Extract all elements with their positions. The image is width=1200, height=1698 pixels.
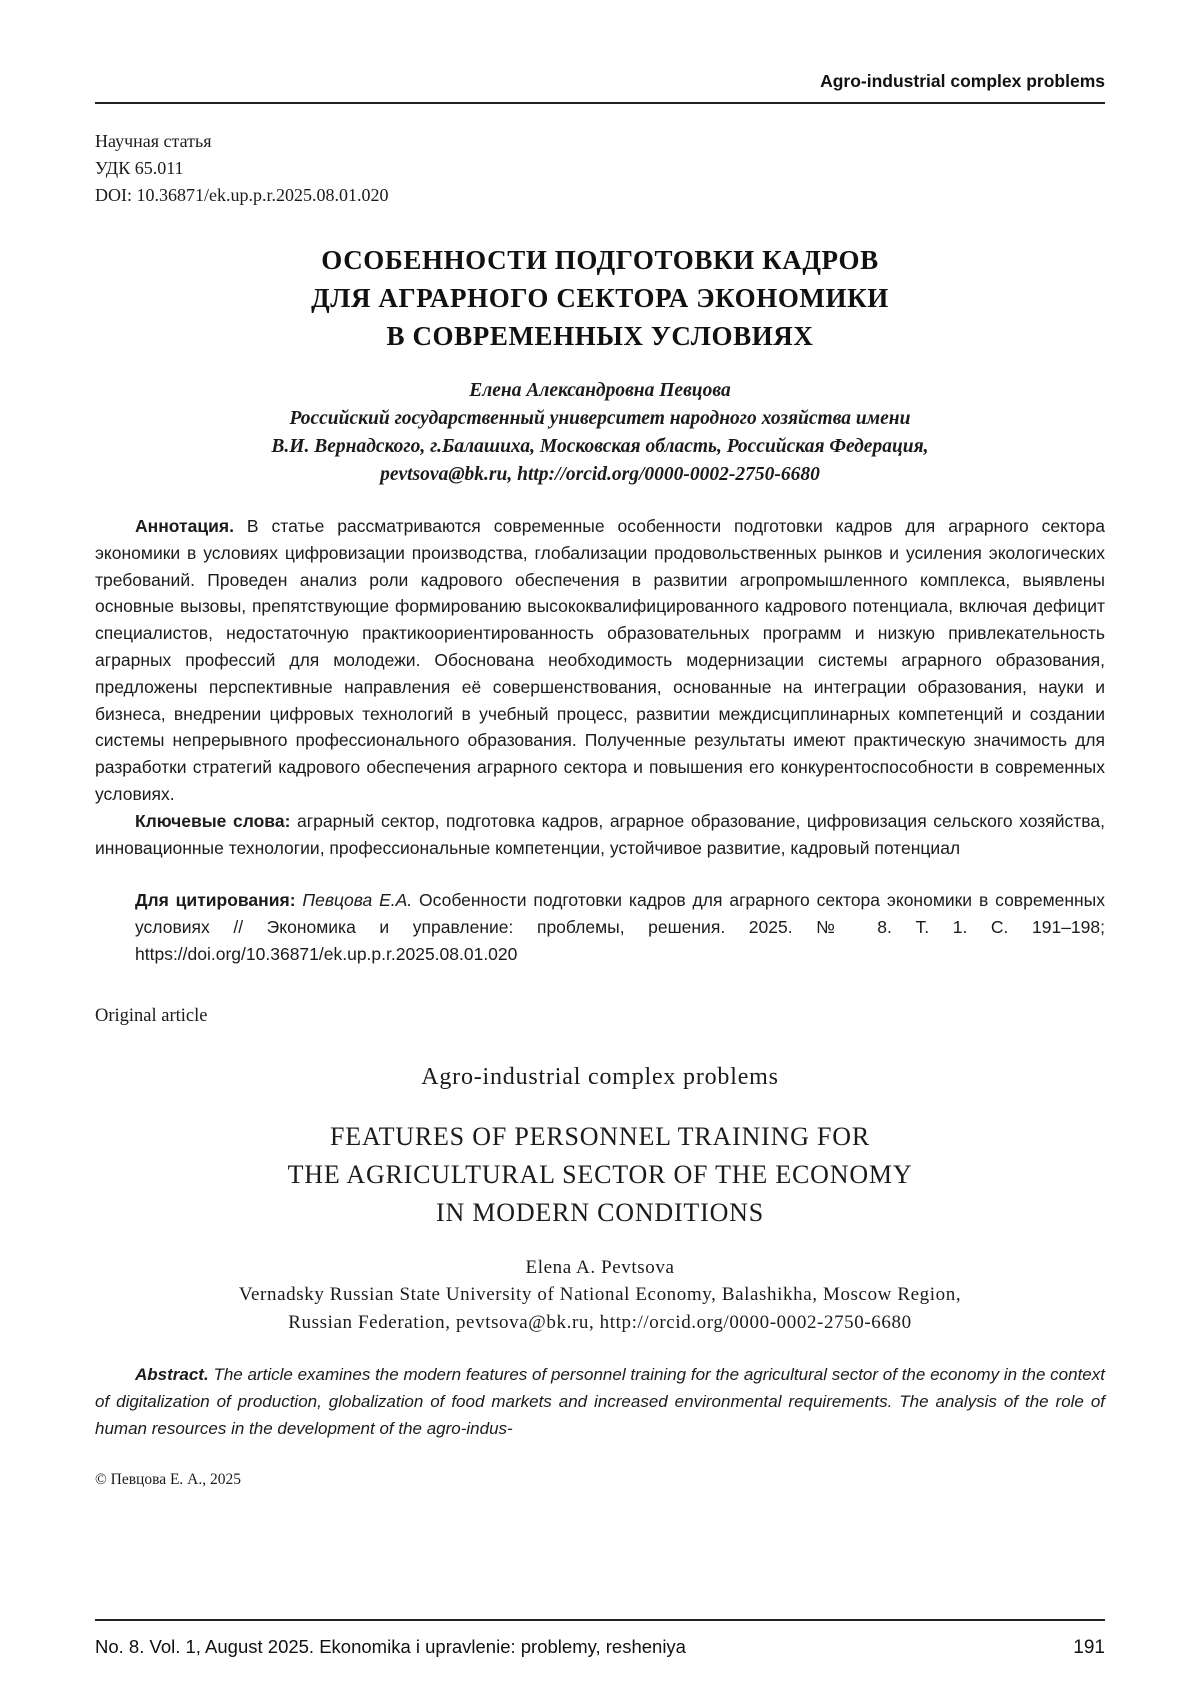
author-name-ru: Елена Александровна Певцова xyxy=(469,380,731,401)
title-ru-line-1: ОСОБЕННОСТИ ПОДГОТОВКИ КАДРОВ xyxy=(321,245,879,275)
abstract-en-label: Abstract. xyxy=(135,1364,209,1384)
doi-line: DOI: 10.36871/ek.up.p.r.2025.08.01.020 xyxy=(95,185,389,205)
article-type-ru: Научная статья xyxy=(95,131,212,151)
citation-block xyxy=(135,887,1105,967)
page-number: 191 xyxy=(1073,1637,1105,1658)
article-type-en: Original article xyxy=(95,1005,208,1026)
keywords-ru xyxy=(95,808,1105,862)
running-head xyxy=(95,70,1105,92)
running-head-text: Agro-industrial complex problems xyxy=(820,71,1105,91)
abstract-ru xyxy=(95,513,1105,808)
authors-block-ru xyxy=(95,377,1105,489)
affiliation-ru-line-3: pevtsova@bk.ru, http://orcid.org/0000-0002-2750-6680 xyxy=(380,464,820,485)
article-title-ru xyxy=(95,241,1105,355)
affiliation-ru-line-2: В.И. Вернадского, г.Балашиха, Московская область, Российская Федерация, xyxy=(271,436,929,457)
keywords-ru-label: Ключевые слова: xyxy=(135,810,291,831)
article-title-en xyxy=(95,1118,1105,1232)
abstract-ru-text: В статье рассматриваются современные особенности подготовки кадров для аграрного сектора экономики в условиях цифровизации производства, глобализации продовольственных рынков и усиления экологических требований. Проведен анализ роли кадрового обеспечения в развитии агропромышленного комплекса, выявлены основные вызовы, препятствующие формированию высококвалифицированного кадрового потенциала, включая дефицит специалистов, недостаточную практикоориентированность образовательных программ и низкую привлекательность аграрных профессий для молодежи. Обоснована необходимость модернизации системы аграрного образования, предложены перспективные направления её совершенствования, основанные на интеграции образования, науки и бизнеса, внедрении цифровых технологий в учебный процесс, развитии междисциплинарных компетенций и создании системы непрерывного профессионального образования. Полученные результаты имеют практическую значимость для разработки стратегий кадрового обеспечения аграрного сектора и повышения его конкурентоспособности в современных условиях. xyxy=(95,516,1105,804)
keywords-ru-text: аграрный сектор, подготовка кадров, аграрное образование, цифровизация сельского хозяйства, инновационные технологии, профессиональные компетенции, устойчивое развитие, кадровый потенциал xyxy=(95,810,1105,858)
page-footer xyxy=(95,1619,1105,1660)
citation-author: Певцова Е.А. xyxy=(302,890,413,911)
title-en-line-3: IN MODERN CONDITIONS xyxy=(436,1197,764,1227)
article-meta xyxy=(95,128,1105,209)
abstract-en xyxy=(95,1361,1105,1442)
footer-rule xyxy=(95,1619,1105,1621)
abstract-ru-label: Аннотация. xyxy=(135,516,234,536)
abstract-en-text: The article examines the modern features of personnel training for the agricultural sector of the economy in the context of digitalization of production, globalization of food markets and increased environmental requirements. The analysis of the role of human resources in the development of the agro-indus- xyxy=(95,1364,1105,1438)
title-ru-line-3: В СОВРЕМЕННЫХ УСЛОВИЯХ xyxy=(386,321,814,351)
affiliation-ru-line-1: Российский государственный университет народного хозяйства имени xyxy=(289,408,911,429)
title-ru-line-2: ДЛЯ АГРАРНОГО СЕКТОРА ЭКОНОМИКИ xyxy=(311,283,889,313)
citation-text: Особенности подготовки кадров для аграрного сектора экономики в современных условиях // Экономика и управление: проблемы, решения. 2025. № 8. Т. 1. С. 191–198; https://doi.org/10.36871/ek.up.p.r.2025.08.01.020 xyxy=(135,890,1105,964)
section-heading-en: Agro-industrial complex problems xyxy=(421,1063,779,1090)
udk-number: УДК 65.011 xyxy=(95,158,184,178)
title-en-line-2: THE AGRICULTURAL SECTOR OF THE ECONOMY xyxy=(287,1159,913,1189)
header-rule xyxy=(95,102,1105,104)
affiliation-en-line-2: Russian Federation, pevtsova@bk.ru, http://orcid.org/0000-0002-2750-6680 xyxy=(288,1311,912,1333)
affiliation-en-line-1: Vernadsky Russian State University of National Economy, Balashikha, Moscow Region, xyxy=(238,1283,962,1305)
journal-issue-line: No. 8. Vol. 1, August 2025. Ekonomika i upravlenie: problemy, resheniya xyxy=(95,1636,686,1657)
author-name-en: Elena A. Pevtsova xyxy=(525,1256,675,1278)
footer-row xyxy=(95,1635,1105,1660)
affiliation-en xyxy=(95,1281,1105,1337)
citation-label: Для цитирования: xyxy=(135,890,296,911)
title-en-line-1: FEATURES OF PERSONNEL TRAINING FOR xyxy=(329,1121,871,1151)
copyright-line: © Певцова Е. А., 2025 xyxy=(95,1470,241,1488)
